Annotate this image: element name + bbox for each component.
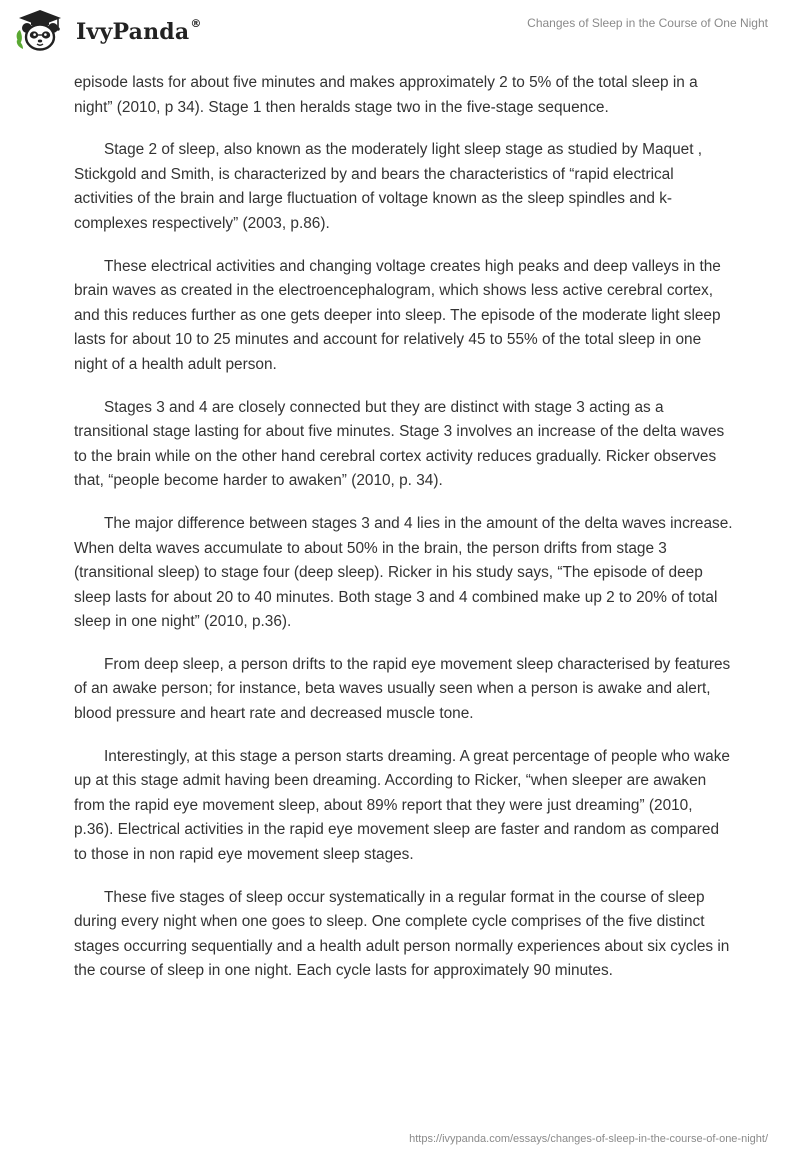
essay-body <box>74 71 734 1002</box>
paragraph: These electrical activities and changing voltage creates high peaks and deep valleys in the brain waves as created in the electroencephalogram, which shows less active cerebral cortex, and this reduces further as one gets deeper into sleep. The episode of the moderate light sleep lasts for about 10 to 25 minutes and account for relatively 45 to 55% of the total sleep in one night of a health adult person. <box>74 257 721 373</box>
registered-mark: ® <box>190 17 202 30</box>
paragraph: Interestingly, at this stage a person starts dreaming. A great percentage of people who wake up at this stage admit having been dreaming. According to Ricker, “when sleeper are awaken from the rapid eye movement sleep, about 89% report that they were just dreaming” (2010, p.36). Electrical activities in the rapid eye movement sleep are faster and random as compared to those in non rapid eye movement sleep stages. <box>74 747 730 864</box>
paragraph-continued: episode lasts for about five minutes and makes approximately 2 to 5% of the total sleep in a night” (2010, p 34). Stage 1 then heralds stage two in the five-stage sequence. <box>74 74 698 116</box>
paragraph: Stage 2 of sleep, also known as the moderately light sleep stage as studied by Maquet , Stickgold and Smith, is characterized by and bears the characteristics of “rapid electrical activities of the brain and large fluctuation of voltage known as the sleep spindles and k-complexes respectively” (2003, p.86). <box>74 141 703 232</box>
paragraph: Stages 3 and 4 are closely connected but they are distinct with stage 3 acting as a transitional stage lasting for about five minutes. Stage 3 involves an increase of the delta waves to the brain while on the other hand cerebral cortex activity reduces gradually. Ricker observes that, “people become harder to awaken” (2010, p. 34). <box>74 398 725 490</box>
document-title: Changes of Sleep in the Course of One Night <box>527 16 768 30</box>
ivypanda-logo[interactable] <box>14 8 202 54</box>
page-header <box>0 0 800 62</box>
paragraph: These five stages of sleep occur systematically in a regular format in the course of sleep during every night when one goes to sleep. One complete cycle comprises of the five distinct stages occurring sequentially and a health adult person normally experiences about six cycles in the course of sleep in one night. Each cycle lasts for approximately 90 minutes. <box>74 888 730 980</box>
paragraph: From deep sleep, a person drifts to the rapid eye movement sleep characterised by features of an awake person; for instance, beta waves usually seen when a person is awake and alert, blood pressure and heart rate and decreased muscle tone. <box>74 655 731 723</box>
paragraph: The major difference between stages 3 and 4 lies in the amount of the delta waves increase. When delta waves accumulate to about 50% in the brain, the person drifts from stage 3 (transitional sleep) to stage four (deep sleep). Ricker in his study says, “The episode of deep sleep lasts for about 20 to 40 minutes. Both stage 3 and 4 combined make up 2 to 20% of total sleep in one night” (2010, p.36). <box>74 514 733 631</box>
source-url[interactable]: https://ivypanda.com/essays/changes-of-sleep-in-the-course-of-one-night/ <box>409 1133 768 1145</box>
logo-wordmark: IvyPanda® <box>76 17 202 45</box>
panda-graduate-icon <box>14 8 66 54</box>
